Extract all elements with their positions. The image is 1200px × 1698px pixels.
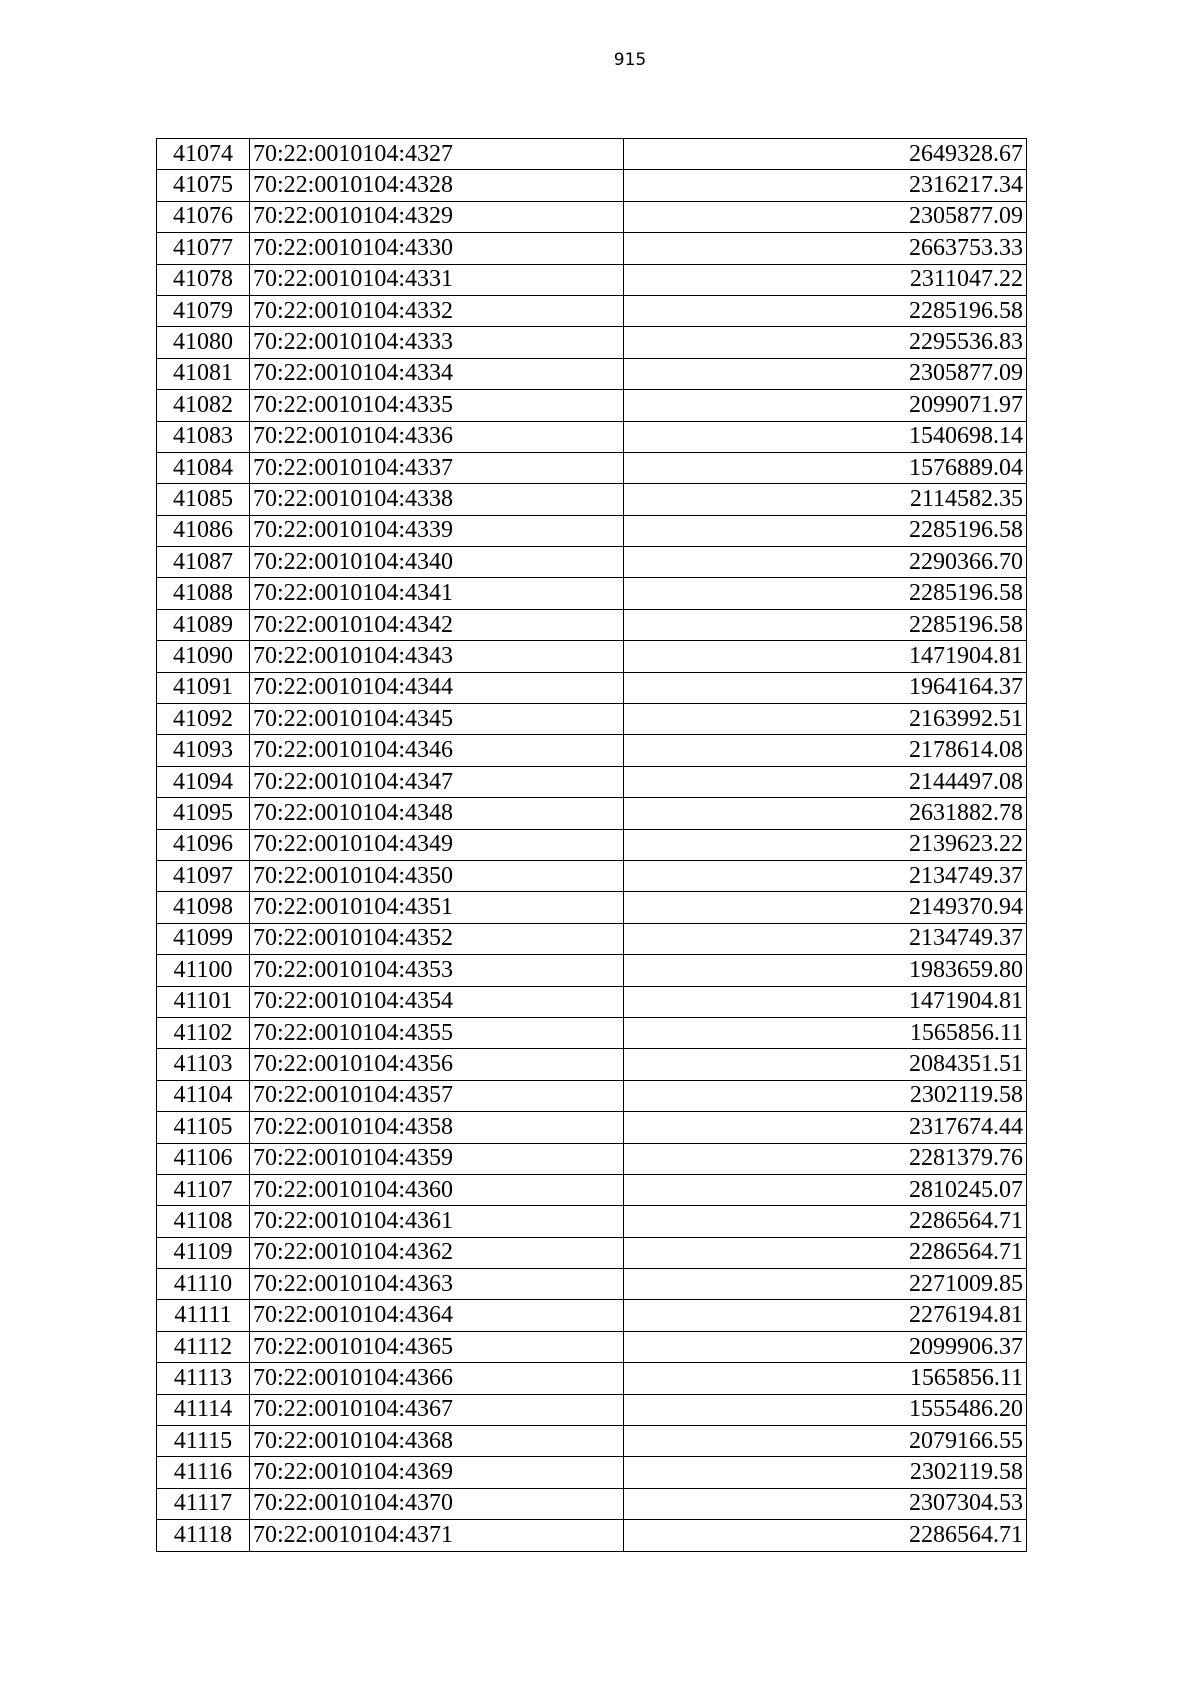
cadastral-value-cell: 2099906.37 bbox=[624, 1331, 1027, 1362]
cadastral-value-cell: 2084351.51 bbox=[624, 1049, 1027, 1080]
table-row bbox=[157, 1269, 1027, 1300]
table-row bbox=[157, 1520, 1027, 1551]
table-row bbox=[157, 892, 1027, 923]
cadastral-number-cell: 70:22:0010104:4360 bbox=[250, 1174, 624, 1205]
table-row bbox=[157, 1112, 1027, 1143]
table-row bbox=[157, 484, 1027, 515]
cadastral-value-cell: 2286564.71 bbox=[624, 1206, 1027, 1237]
row-number-cell: 41108 bbox=[157, 1206, 250, 1237]
cadastral-value-cell: 2281379.76 bbox=[624, 1143, 1027, 1174]
cadastral-number-cell: 70:22:0010104:4337 bbox=[250, 452, 624, 483]
cadastral-value-cell: 2305877.09 bbox=[624, 201, 1027, 232]
cadastral-number-cell: 70:22:0010104:4334 bbox=[250, 358, 624, 389]
cadastral-value-cell: 2149370.94 bbox=[624, 892, 1027, 923]
cadastral-value-cell: 2305877.09 bbox=[624, 358, 1027, 389]
table-row bbox=[157, 139, 1027, 170]
cadastral-value-cell: 2285196.58 bbox=[624, 609, 1027, 640]
cadastral-number-cell: 70:22:0010104:4362 bbox=[250, 1237, 624, 1268]
row-number-cell: 41078 bbox=[157, 264, 250, 295]
table-row bbox=[157, 1143, 1027, 1174]
table-row bbox=[157, 641, 1027, 672]
cadastral-number-cell: 70:22:0010104:4359 bbox=[250, 1143, 624, 1174]
row-number-cell: 41113 bbox=[157, 1363, 250, 1394]
row-number-cell: 41117 bbox=[157, 1488, 250, 1519]
cadastral-number-cell: 70:22:0010104:4361 bbox=[250, 1206, 624, 1237]
cadastral-value-cell: 1540698.14 bbox=[624, 421, 1027, 452]
cadastral-value-cell: 1565856.11 bbox=[624, 1017, 1027, 1048]
table-row bbox=[157, 1300, 1027, 1331]
table-row bbox=[157, 1017, 1027, 1048]
row-number-cell: 41083 bbox=[157, 421, 250, 452]
cadastral-number-cell: 70:22:0010104:4357 bbox=[250, 1080, 624, 1111]
table-row bbox=[157, 798, 1027, 829]
cadastral-value-cell: 2307304.53 bbox=[624, 1488, 1027, 1519]
cadastral-number-cell: 70:22:0010104:4369 bbox=[250, 1457, 624, 1488]
cadastral-number-cell: 70:22:0010104:4328 bbox=[250, 170, 624, 201]
table-row bbox=[157, 1363, 1027, 1394]
row-number-cell: 41114 bbox=[157, 1394, 250, 1425]
row-number-cell: 41077 bbox=[157, 233, 250, 264]
row-number-cell: 41109 bbox=[157, 1237, 250, 1268]
table-row bbox=[157, 452, 1027, 483]
table-row bbox=[157, 1174, 1027, 1205]
cadastral-number-cell: 70:22:0010104:4340 bbox=[250, 547, 624, 578]
cadastral-number-cell: 70:22:0010104:4330 bbox=[250, 233, 624, 264]
table-row bbox=[157, 704, 1027, 735]
cadastral-value-cell: 2810245.07 bbox=[624, 1174, 1027, 1205]
table-row bbox=[157, 1080, 1027, 1111]
cadastral-value-cell: 2178614.08 bbox=[624, 735, 1027, 766]
row-number-cell: 41089 bbox=[157, 609, 250, 640]
cadastral-value-cell: 2302119.58 bbox=[624, 1080, 1027, 1111]
cadastral-number-cell: 70:22:0010104:4349 bbox=[250, 829, 624, 860]
cadastral-value-cell: 2285196.58 bbox=[624, 515, 1027, 546]
cadastral-number-cell: 70:22:0010104:4338 bbox=[250, 484, 624, 515]
cadastral-number-cell: 70:22:0010104:4329 bbox=[250, 201, 624, 232]
cadastral-number-cell: 70:22:0010104:4353 bbox=[250, 955, 624, 986]
cadastral-number-cell: 70:22:0010104:4368 bbox=[250, 1426, 624, 1457]
cadastral-number-cell: 70:22:0010104:4371 bbox=[250, 1520, 624, 1551]
row-number-cell: 41107 bbox=[157, 1174, 250, 1205]
row-number-cell: 41075 bbox=[157, 170, 250, 201]
cadastral-number-cell: 70:22:0010104:4370 bbox=[250, 1488, 624, 1519]
cadastral-number-cell: 70:22:0010104:4348 bbox=[250, 798, 624, 829]
row-number-cell: 41104 bbox=[157, 1080, 250, 1111]
cadastral-number-cell: 70:22:0010104:4347 bbox=[250, 766, 624, 797]
row-number-cell: 41103 bbox=[157, 1049, 250, 1080]
cadastral-value-cell: 1471904.81 bbox=[624, 641, 1027, 672]
row-number-cell: 41074 bbox=[157, 139, 250, 170]
cadastral-number-cell: 70:22:0010104:4363 bbox=[250, 1269, 624, 1300]
table-row bbox=[157, 672, 1027, 703]
cadastral-value-cell: 2114582.35 bbox=[624, 484, 1027, 515]
row-number-cell: 41111 bbox=[157, 1300, 250, 1331]
cadastral-number-cell: 70:22:0010104:4366 bbox=[250, 1363, 624, 1394]
table-row bbox=[157, 1457, 1027, 1488]
table-row bbox=[157, 766, 1027, 797]
table-row bbox=[157, 1488, 1027, 1519]
row-number-cell: 41094 bbox=[157, 766, 250, 797]
cadastral-number-cell: 70:22:0010104:4355 bbox=[250, 1017, 624, 1048]
table-row bbox=[157, 295, 1027, 326]
cadastral-number-cell: 70:22:0010104:4354 bbox=[250, 986, 624, 1017]
table-row bbox=[157, 233, 1027, 264]
row-number-cell: 41096 bbox=[157, 829, 250, 860]
table-row bbox=[157, 986, 1027, 1017]
cadastral-number-cell: 70:22:0010104:4344 bbox=[250, 672, 624, 703]
row-number-cell: 41097 bbox=[157, 860, 250, 891]
table-row bbox=[157, 358, 1027, 389]
table-row bbox=[157, 1331, 1027, 1362]
cadastral-value-cell: 2316217.34 bbox=[624, 170, 1027, 201]
cadastral-value-cell: 2295536.83 bbox=[624, 327, 1027, 358]
cadastral-value-cell: 2163992.51 bbox=[624, 704, 1027, 735]
cadastral-number-cell: 70:22:0010104:4339 bbox=[250, 515, 624, 546]
cadastral-number-cell: 70:22:0010104:4342 bbox=[250, 609, 624, 640]
cadastral-number-cell: 70:22:0010104:4341 bbox=[250, 578, 624, 609]
cadastral-value-cell: 1964164.37 bbox=[624, 672, 1027, 703]
row-number-cell: 41084 bbox=[157, 452, 250, 483]
row-number-cell: 41110 bbox=[157, 1269, 250, 1300]
row-number-cell: 41086 bbox=[157, 515, 250, 546]
table-row bbox=[157, 955, 1027, 986]
table-row bbox=[157, 860, 1027, 891]
row-number-cell: 41088 bbox=[157, 578, 250, 609]
cadastral-value-cell: 2302119.58 bbox=[624, 1457, 1027, 1488]
row-number-cell: 41102 bbox=[157, 1017, 250, 1048]
cadastral-value-table bbox=[156, 138, 1027, 1552]
cadastral-value-cell: 2290366.70 bbox=[624, 547, 1027, 578]
cadastral-number-cell: 70:22:0010104:4345 bbox=[250, 704, 624, 735]
cadastral-number-cell: 70:22:0010104:4346 bbox=[250, 735, 624, 766]
cadastral-number-cell: 70:22:0010104:4343 bbox=[250, 641, 624, 672]
row-number-cell: 41076 bbox=[157, 201, 250, 232]
cadastral-number-cell: 70:22:0010104:4335 bbox=[250, 390, 624, 421]
table-row bbox=[157, 515, 1027, 546]
cadastral-value-cell: 1555486.20 bbox=[624, 1394, 1027, 1425]
cadastral-value-cell: 2139623.22 bbox=[624, 829, 1027, 860]
cadastral-number-cell: 70:22:0010104:4336 bbox=[250, 421, 624, 452]
row-number-cell: 41106 bbox=[157, 1143, 250, 1174]
cadastral-value-cell: 2649328.67 bbox=[624, 139, 1027, 170]
cadastral-number-cell: 70:22:0010104:4352 bbox=[250, 923, 624, 954]
row-number-cell: 41082 bbox=[157, 390, 250, 421]
cadastral-value-cell: 2099071.97 bbox=[624, 390, 1027, 421]
row-number-cell: 41116 bbox=[157, 1457, 250, 1488]
table-row bbox=[157, 170, 1027, 201]
cadastral-value-cell: 2663753.33 bbox=[624, 233, 1027, 264]
table-row bbox=[157, 201, 1027, 232]
row-number-cell: 41101 bbox=[157, 986, 250, 1017]
row-number-cell: 41091 bbox=[157, 672, 250, 703]
table-row bbox=[157, 1394, 1027, 1425]
cadastral-value-cell: 2286564.71 bbox=[624, 1520, 1027, 1551]
table-row bbox=[157, 923, 1027, 954]
cadastral-number-cell: 70:22:0010104:4350 bbox=[250, 860, 624, 891]
table-row bbox=[157, 609, 1027, 640]
cadastral-value-cell: 2079166.55 bbox=[624, 1426, 1027, 1457]
cadastral-value-cell: 2317674.44 bbox=[624, 1112, 1027, 1143]
cadastral-number-cell: 70:22:0010104:4351 bbox=[250, 892, 624, 923]
row-number-cell: 41092 bbox=[157, 704, 250, 735]
row-number-cell: 41093 bbox=[157, 735, 250, 766]
cadastral-number-cell: 70:22:0010104:4327 bbox=[250, 139, 624, 170]
page-number: 915 bbox=[613, 50, 647, 70]
row-number-cell: 41115 bbox=[157, 1426, 250, 1457]
row-number-cell: 41081 bbox=[157, 358, 250, 389]
cadastral-value-cell: 1565856.11 bbox=[624, 1363, 1027, 1394]
row-number-cell: 41090 bbox=[157, 641, 250, 672]
table-row bbox=[157, 264, 1027, 295]
cadastral-value-cell: 2144497.08 bbox=[624, 766, 1027, 797]
cadastral-number-cell: 70:22:0010104:4331 bbox=[250, 264, 624, 295]
cadastral-number-cell: 70:22:0010104:4333 bbox=[250, 327, 624, 358]
cadastral-value-cell: 2285196.58 bbox=[624, 295, 1027, 326]
cadastral-number-cell: 70:22:0010104:4367 bbox=[250, 1394, 624, 1425]
cadastral-value-cell: 1471904.81 bbox=[624, 986, 1027, 1017]
table-row bbox=[157, 1426, 1027, 1457]
cadastral-value-cell: 2271009.85 bbox=[624, 1269, 1027, 1300]
cadastral-value-cell: 2311047.22 bbox=[624, 264, 1027, 295]
table-row bbox=[157, 578, 1027, 609]
cadastral-value-cell: 2134749.37 bbox=[624, 923, 1027, 954]
row-number-cell: 41080 bbox=[157, 327, 250, 358]
cadastral-value-cell: 2286564.71 bbox=[624, 1237, 1027, 1268]
row-number-cell: 41098 bbox=[157, 892, 250, 923]
cadastral-number-cell: 70:22:0010104:4332 bbox=[250, 295, 624, 326]
row-number-cell: 41100 bbox=[157, 955, 250, 986]
row-number-cell: 41095 bbox=[157, 798, 250, 829]
table-row bbox=[157, 327, 1027, 358]
row-number-cell: 41099 bbox=[157, 923, 250, 954]
cadastral-value-cell: 1576889.04 bbox=[624, 452, 1027, 483]
row-number-cell: 41085 bbox=[157, 484, 250, 515]
cadastral-number-cell: 70:22:0010104:4364 bbox=[250, 1300, 624, 1331]
cadastral-number-cell: 70:22:0010104:4356 bbox=[250, 1049, 624, 1080]
table-row bbox=[157, 1237, 1027, 1268]
table-row bbox=[157, 1206, 1027, 1237]
table-row bbox=[157, 1049, 1027, 1080]
cadastral-value-cell: 2134749.37 bbox=[624, 860, 1027, 891]
cadastral-number-cell: 70:22:0010104:4365 bbox=[250, 1331, 624, 1362]
row-number-cell: 41105 bbox=[157, 1112, 250, 1143]
cadastral-number-cell: 70:22:0010104:4358 bbox=[250, 1112, 624, 1143]
table-row bbox=[157, 547, 1027, 578]
table-row bbox=[157, 390, 1027, 421]
table-row bbox=[157, 421, 1027, 452]
row-number-cell: 41118 bbox=[157, 1520, 250, 1551]
cadastral-value-cell: 2631882.78 bbox=[624, 798, 1027, 829]
cadastral-value-cell: 2285196.58 bbox=[624, 578, 1027, 609]
row-number-cell: 41112 bbox=[157, 1331, 250, 1362]
table-row bbox=[157, 735, 1027, 766]
cadastral-value-cell: 2276194.81 bbox=[624, 1300, 1027, 1331]
cadastral-value-cell: 1983659.80 bbox=[624, 955, 1027, 986]
table-row bbox=[157, 829, 1027, 860]
table-body bbox=[157, 139, 1027, 1552]
row-number-cell: 41087 bbox=[157, 547, 250, 578]
row-number-cell: 41079 bbox=[157, 295, 250, 326]
